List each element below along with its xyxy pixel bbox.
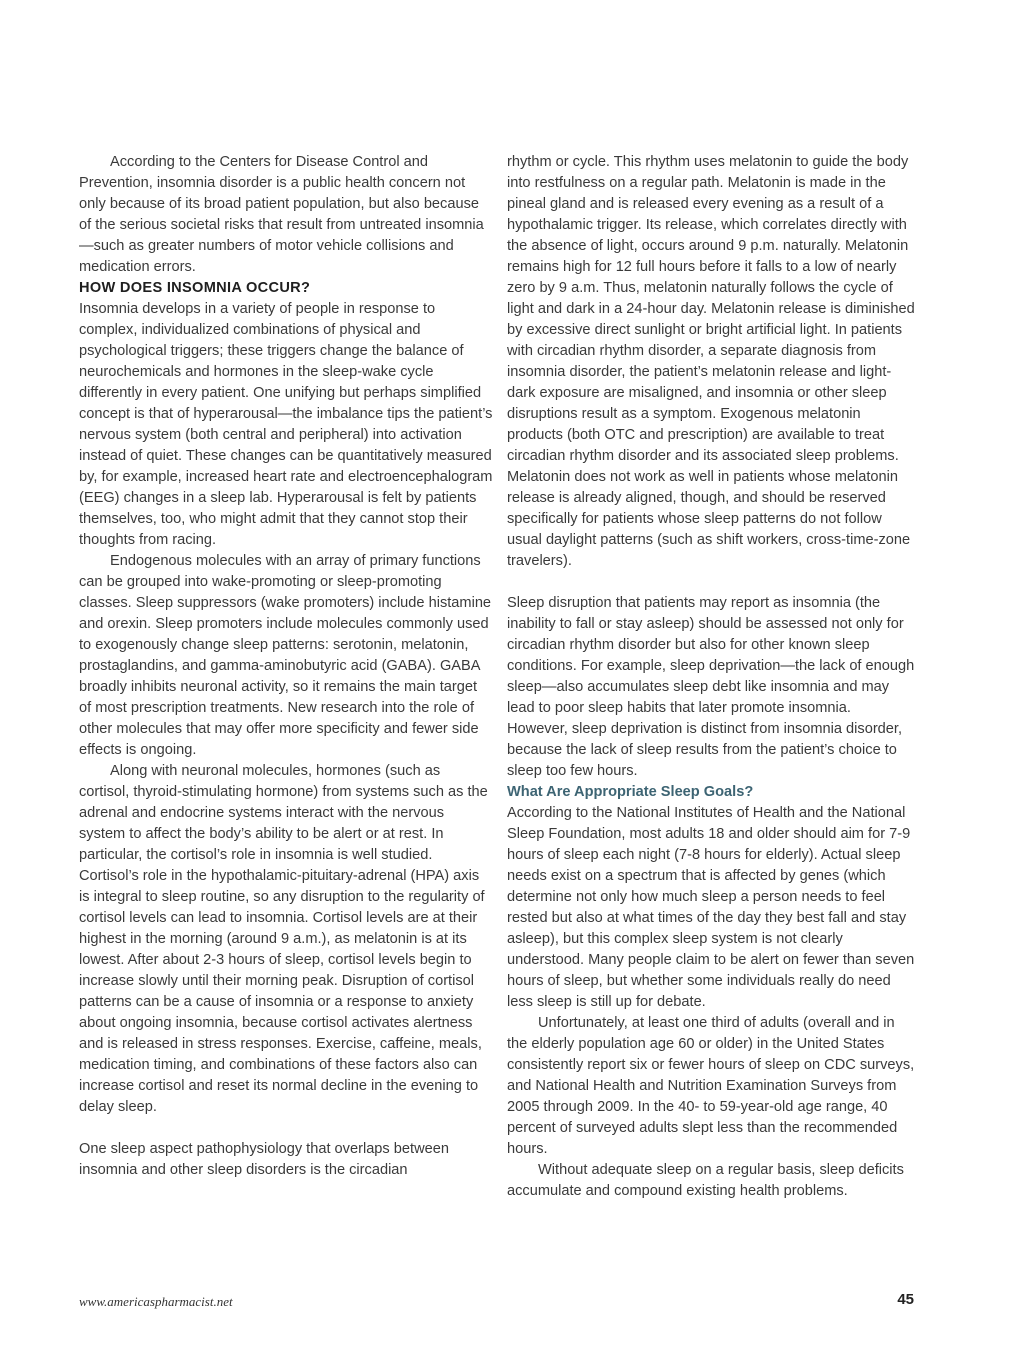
right-column	[507, 152, 915, 1202]
intro-paragraph: According to the Centers for Disease Control and Prevention, insomnia disorder is a public health concern not only because of its broad patient population, but also because of the serious societal risks that result from untreated insomnia—such as greater numbers of motor vehicle collisions and medication errors.	[79, 154, 484, 275]
body-paragraph: Sleep disruption that patients may report as insomnia (the inability to fall or stay asleep) should be assessed not only for circadian rhythm disorder but also for other known sleep conditions. For example, sleep deprivation—the lack of enough sleep—also accumulates sleep debt like insomnia and may lead to poor sleep habits that later promote insomnia. However, sleep deprivation is distinct from insomnia disorder, because the lack of sleep results from the patient’s choice to sleep too few hours.	[507, 595, 915, 779]
body-paragraph: Endogenous molecules with an array of primary functions can be grouped into wake-promoting or sleep-promoting classes. Sleep suppressors (wake promoters) include histamine and orexin. Sleep promoters include molecules commonly used to exogenously change sleep patterns: serotonin, melatonin, prostaglandins, and gamma-aminobutyric acid (GABA). GABA broadly inhibits neuronal activity, so it remains the main target of most prescription treatments. New research into the role of other molecules that may offer more specificity and fewer side effects is ongoing.	[79, 553, 492, 758]
body-paragraph: Along with neuronal molecules, hormones (such as cortisol, thyroid-stimulating hormone) from systems such as the adrenal and endocrine systems interact with the nervous system to affect the body’s ability to be alert or at rest. In particular, the cortisol’s role in insomnia is well studied. Cortisol’s role in the hypothalamic-pituitary-adrenal (HPA) axis is integral to sleep routine, so any disruption to the regularity of cortisol levels can lead to insomnia. Cortisol levels are at their highest in the morning (around 9 a.m.), as melatonin is at its lowest. After about 2-3 hours of sleep, cortisol levels begin to increase slowly until their morning peak. Disruption of cortisol patterns can be a cause of insomnia or a response to anxiety about ongoing insomnia, because cortisol activates alertness and is released in stress responses. Exercise, caffeine, meals, medication timing, and combinations of these factors also can increase cortisol and reset its normal decline in the evening to delay sleep.	[79, 763, 488, 1115]
body-paragraph: One sleep aspect pathophysiology that overlaps between insomnia and other sleep disorders is the circadian	[79, 1141, 449, 1178]
left-column	[79, 152, 493, 1181]
body-paragraph: Unfortunately, at least one third of adults (overall and in the elderly population age 60 or older) in the United States consistently report six or fewer hours of sleep on CDC surveys, and National Health and Nutrition Examination Surveys from 2005 through 2009. In the 40- to 59-year-old age range, 40 percent of surveyed adults slept less than the recommended hours.	[507, 1015, 915, 1157]
body-paragraph: Insomnia develops in a variety of people in response to complex, individualized combinations of physical and psychological triggers; these triggers change the balance of neurochemicals and hormones in the sleep-wake cycle differently in every patient. One unifying but perhaps simplified concept is that of hyperarousal—the imbalance tips the patient’s nervous system (both central and peripheral) into activation instead of quiet. These changes can be quantitatively measured by, for example, increased heart rate and electroencephalogram (EEG) changes in a sleep lab. Hyperarousal is felt by patients themselves, too, who might admit that they cannot stop their thoughts from racing.	[79, 301, 493, 548]
section-heading: HOW DOES INSOMNIA OCCUR?	[79, 280, 311, 296]
page-number: 45	[897, 1291, 914, 1308]
body-paragraph: Without adequate sleep on a regular basis, sleep deficits accumulate and compound existing health problems.	[507, 1162, 904, 1199]
footer-url: www.americaspharmacist.net	[79, 1294, 233, 1309]
body-paragraph: According to the National Institutes of Health and the National Sleep Foundation, most adults 18 and older should aim for 7-9 hours of sleep each night (7-8 hours for elderly). Actual sleep needs exist on a spectrum that is affected by genes (which determine not only how much sleep a person needs to feel rested but also at what times of the day they best fall and stay asleep), but this complex sleep system is not clearly understood. Many people claim to be alert on fewer than seven hours of sleep, but whether some individuals really do need less sleep is still up for debate.	[507, 805, 915, 1010]
subsection-heading: What Are Appropriate Sleep Goals?	[507, 784, 754, 800]
body-paragraph: rhythm or cycle. This rhythm uses melatonin to guide the body into restfulness on a regular path. Melatonin is made in the pineal gland and is released every evening as a result of a hypothalamic trigger. Its release, which correlates directly with the absence of light, occurs around 9 p.m. naturally. Melatonin remains high for 12 full hours before it falls to a low of nearly zero by 9 a.m. Thus, melatonin naturally follows the cycle of light and dark in a 24-hour day. Melatonin release is diminished by excessive direct sunlight or bright artificial light. In patients with circadian rhythm disorder, a separate diagnosis from insomnia disorder, the patient’s melatonin release and light-dark exposure are misaligned, and insomnia or other sleep disruptions result as a symptom. Exogenous melatonin products (both OTC and prescription) are available to treat circadian rhythm disorder and its associated sleep problems. Melatonin does not work as well in patients whose melatonin release is already aligned, though, and should be reserved specifically for patients whose sleep patterns do not follow usual daylight patterns (such as shift workers, cross-time-zone travelers).	[507, 154, 915, 569]
